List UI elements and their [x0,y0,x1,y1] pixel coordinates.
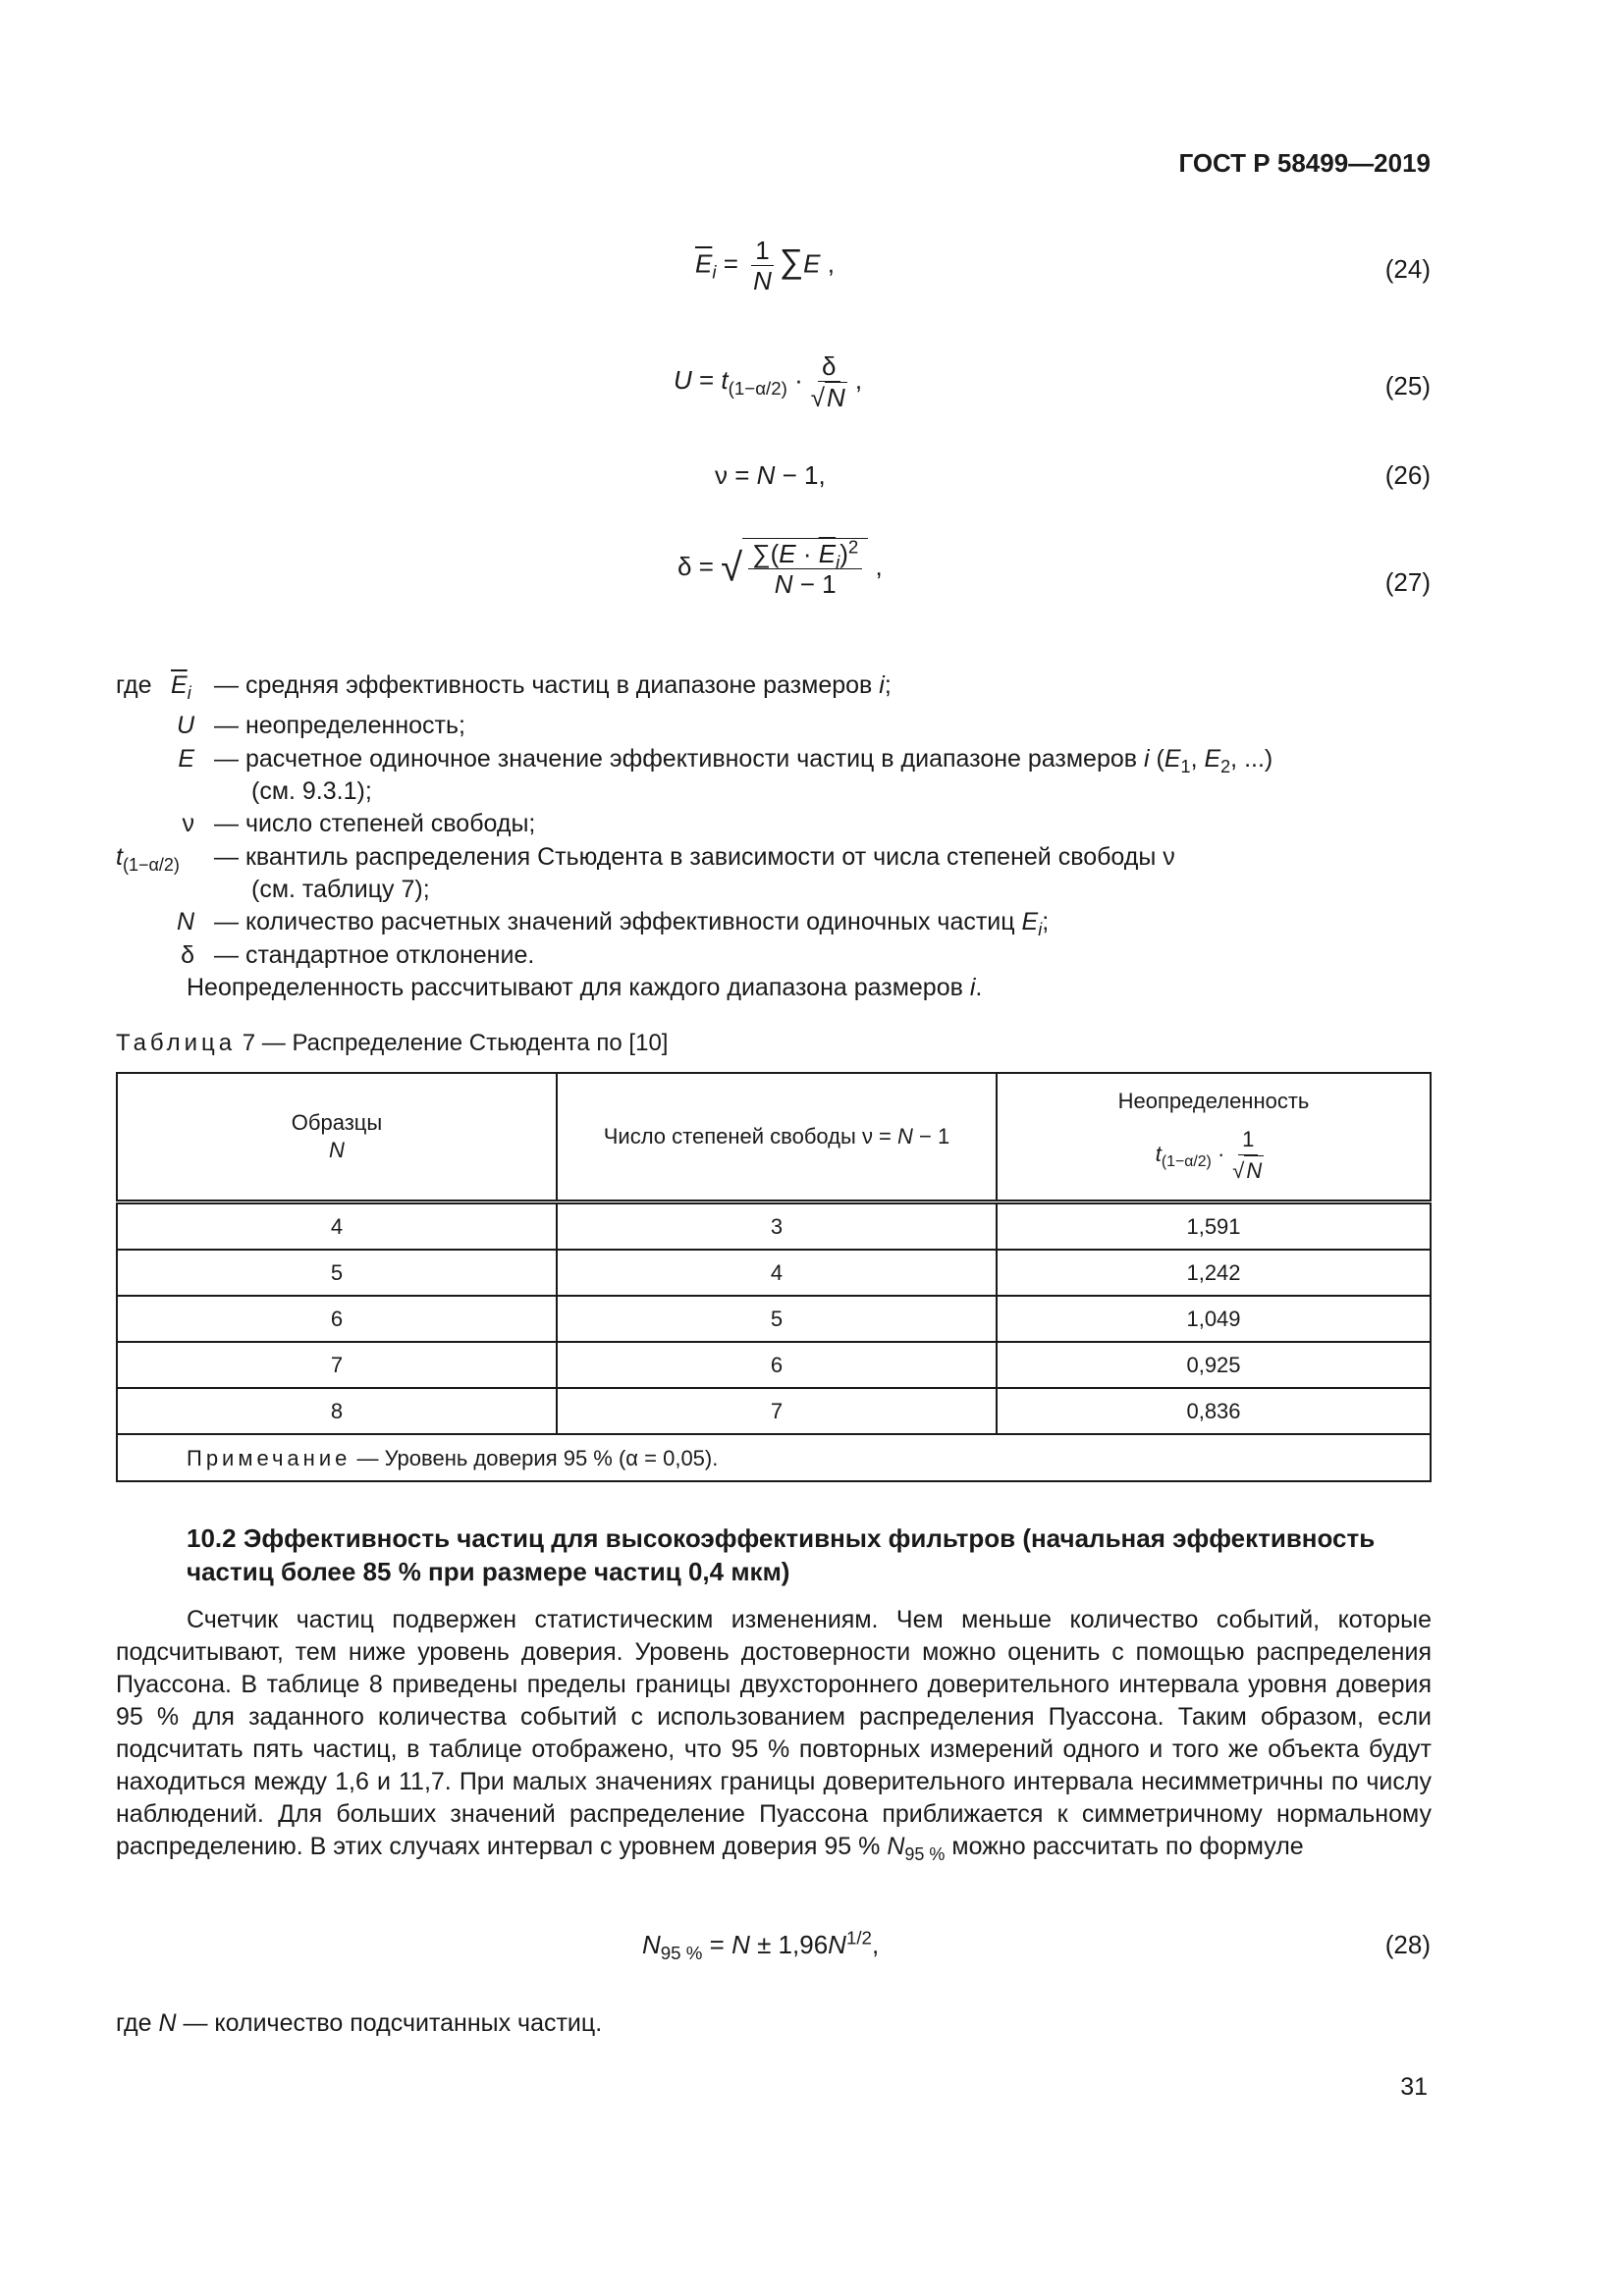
table-row [117,1296,1431,1342]
tail-text: — количество подсчитанных частиц. [183,2009,603,2037]
cell-uncertainty: 1,242 [997,1250,1431,1296]
header-dof-label: Число степеней свободы ν = [603,1124,898,1148]
symbol-t-quantile: $t_{(1-\alpha/2)}$ [116,843,180,875]
table-row [117,1250,1431,1296]
cell-uncertainty: 1,591 [997,1202,1431,1251]
table-caption-text: 7 — Распределение Стьюдента по [10] [242,1030,669,1056]
cell-n: 6 [117,1296,557,1342]
table-note [117,1434,1431,1481]
equation-number-26: (26) [1384,460,1431,490]
cell-dof: 6 [557,1342,997,1388]
body-paragraph-end: можно рассчитать по формуле [951,1833,1304,1860]
cell-uncertainty: 1,049 [997,1296,1431,1342]
cell-dof: 3 [557,1202,997,1251]
symbol-delta: δ [181,941,194,969]
cell-dof: 5 [557,1296,997,1342]
header-samples: Образцы N [117,1073,557,1202]
equation-number-27: (27) [1384,567,1431,597]
equation-number-25: (25) [1384,371,1431,400]
cell-dof: 4 [557,1250,997,1296]
table-note-text: — Уровень доверия 95 % (α = 0,05). [351,1445,719,1470]
header-uncertainty-label: Неопределенность [1117,1089,1310,1113]
cell-n: 4 [117,1202,557,1251]
tail-lead: где [116,2009,152,2037]
table-note-row [117,1434,1431,1481]
page-number: 31 [1400,2073,1428,2101]
document-header: ГОСТ Р 58499—2019 [1178,148,1431,178]
cell-dof: 7 [557,1388,997,1434]
definition-text: — количество расчетных значений эффективности одиночных частиц [214,908,1015,935]
definition-text: — средняя эффективность частиц в диапазоне размеров [214,671,873,699]
body-paragraph-text: Счетчик частиц подвержен статистическим изменениям. Чем меньше количество событий, которые подсчитывают, тем ниже уровень доверия. Уровень достоверности можно оценить с помощью распределения Пуассона. В таблице 8 приведены пределы границы двухстороннего доверительного интервала уровня доверия 95 % для заданного количества событий с использованием распределения Пуассона. Таким образом, если подсчитать пять частиц, в таблице отображено, что 95 % повторных измерений одного и того же объекта будут находиться между 1,6 и 11,7. При малых значениях границы доверительного интервала несимметричны по числу наблюдений. Для больших значений распределение Пуассона приближается к симметричному нормальному распределению. В этих случаях интервал с уровнем доверия 95 % [116,1606,1432,1860]
definition-text: — квантиль распределения Стьюдента в зависимости от числа степеней свободы [214,843,1157,871]
symbol-e: E [178,745,194,773]
table-caption [116,1027,668,1059]
definitions-lead: где [116,671,152,699]
definition-text: — расчетное одиночное значение эффективности частиц в диапазоне размеров [214,745,1138,773]
definition-n-tail: где N — количество подсчитанных частиц. [116,2009,603,2037]
symbol-u: U [176,712,194,739]
cell-n: 8 [117,1388,557,1434]
equation-number-24: (24) [1384,254,1431,284]
table-note-label: Примечание [187,1445,352,1470]
section-title: 10.2 Эффективность частиц для высокоэффективных фильтров (начальная эффективность частиц более 85 % при размере частиц 0,4 мкм) [187,1523,1376,1586]
equation-24: $\overline{E}_i$ = $\frac{1}{N}$ ∑E , [695,236,835,295]
symbol-n: N [176,908,194,935]
uncertainty-note-text: Неопределенность рассчитывают для каждого диапазона размеров [187,974,963,1001]
symbol-nu: ν [182,810,194,837]
student-distribution-table [116,1072,1432,1482]
cell-n: 7 [117,1342,557,1388]
equation-number-28: (28) [1384,1930,1431,1959]
symbol-e-mean: $\overline{E}_i$ [171,671,191,703]
header-samples-label: Образцы [291,1110,383,1135]
equation-26: ν = N − 1, [715,460,826,490]
body-paragraph: Счетчик частиц подвержен статистическим изменениям. Чем меньше количество событий, которые подсчитывают, тем ниже уровень доверия. Уровень достоверности можно оценить с помощью распределения Пуассона. В таблице 8 приведены пределы границы двухстороннего доверительного интервала уровня доверия 95 % для заданного количества событий с использованием распределения Пуассона. Таким образом, если подсчитать пять частиц, в таблице отображено, что 95 % повторных измерений одного и того же объекта будут находиться между 1,6 и 11,7. При малых значениях границы доверительного интервала несимметричны по числу наблюдений. Для больших значений распределение Пуассона приближается к симметричному нормальному распределению. В этих случаях интервал с уровнем доверия 95 % $N_{95 \%}$ можно рассчитать по формуле [116,1606,1432,1864]
cell-uncertainty: 0,925 [997,1342,1431,1388]
definition-text: — неопределенность; [214,712,465,739]
table-row [117,1342,1431,1388]
cell-uncertainty: 0,836 [997,1388,1431,1434]
equation-28: $N_{95 \%} = N \pm 1,96N^{1/2}$, [642,1927,880,1964]
equation-25: $U = t_{(1-\alpha/2)}$ · $\frac{\delta}{√N}$ , [674,351,863,412]
table-caption-prefix: Таблица [116,1030,237,1056]
header-dof: Число степеней свободы ν = N − 1 [557,1073,997,1202]
definition-text-end: (см. таблицу 7); [251,876,430,903]
table-row [117,1388,1431,1434]
header-uncertainty: Неопределенность $t_{(1-\alpha/2)}$ · $\frac{1}{√N}$ [997,1073,1431,1202]
table-row [117,1202,1431,1251]
cell-n: 5 [117,1250,557,1296]
definition-text-end: (см. 9.3.1); [251,777,372,805]
definition-text: — стандартное отклонение. [214,941,535,969]
uncertainty-note: Неопределенность рассчитывают для каждого диапазона размеров i. [187,974,983,1001]
equation-27: δ = √ $\frac{\sum(E \cdot \overline{E}_i)^2}{N - 1}$ , [677,536,883,599]
definition-text: — число степеней свободы; [214,810,536,837]
